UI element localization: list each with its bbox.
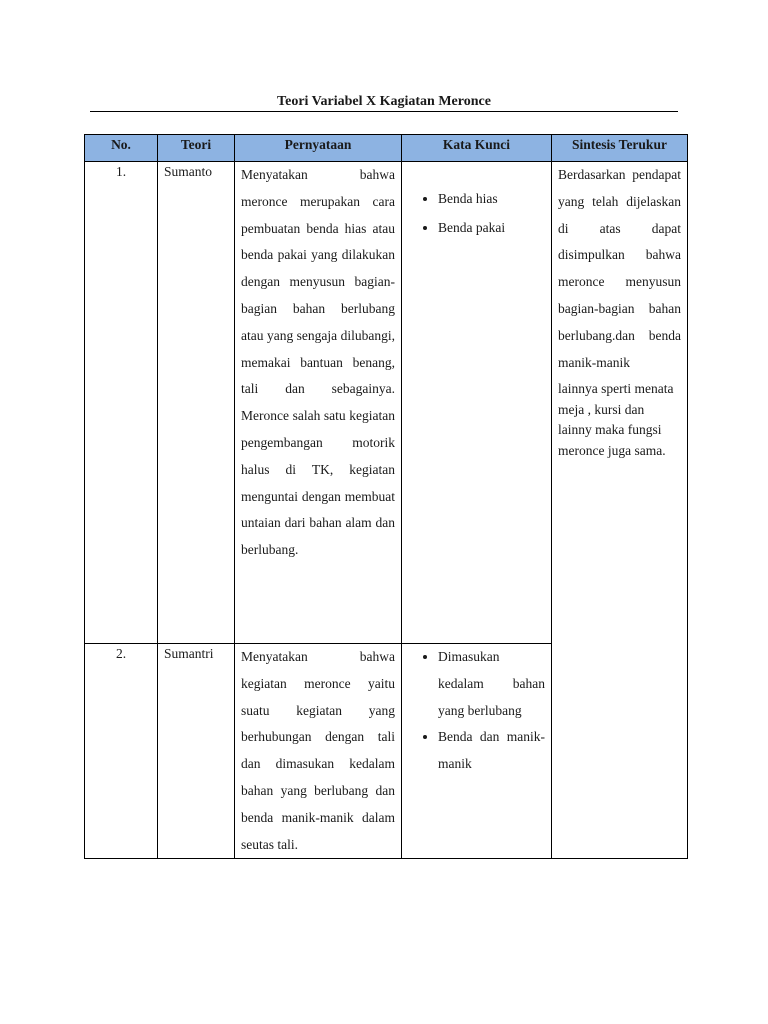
- header-sintesis: Sintesis Terukur: [552, 135, 688, 162]
- keyword-item: • Benda hias: [438, 184, 545, 213]
- row-number: 1.: [85, 162, 158, 644]
- keyword-list: [408, 184, 545, 242]
- keyword-list: [408, 644, 545, 778]
- row-statement: Menyatakan bahwa kegiatan meronce yaitu suatu kegiatan yang berhubungan dengan tali dan dimasukan kedalam bahan yang berlubang dan benda manik-manik dalam seutas tali.: [235, 644, 402, 859]
- keyword-item: • Dimasukan kedalam bahan yang berlubang: [438, 644, 545, 724]
- row-theorist: Sumantri: [158, 644, 235, 859]
- synthesis-cell: [552, 162, 688, 859]
- row-statement: Menyatakan bahwa meronce merupakan cara pembuatan benda hias atau benda pakai yang dilakukan dengan menyusun bagian-bagian bahan berlubang atau yang sengaja dilubangi, memakai bantuan benang, tali dan sebagainya. Meronce salah satu kegiatan pengembangan motorik halus di TK, kegiatan menguntai dengan membuat untaian dari bahan alam dan berlubang.: [235, 162, 402, 644]
- table-header-row: [85, 135, 688, 162]
- keyword-item: • Benda pakai: [438, 213, 545, 242]
- page-title: Teori Variabel X Kagiatan Meronce: [277, 94, 491, 109]
- title-underline: [90, 111, 678, 112]
- keyword-item: [438, 724, 545, 778]
- theory-table: [84, 134, 688, 859]
- header-kata-kunci: Kata Kunci: [402, 135, 552, 162]
- header-no: No.: [85, 135, 158, 162]
- header-pernyataan: Pernyataan: [235, 135, 402, 162]
- header-teori: Teori: [158, 135, 235, 162]
- keyword-item-text: • Benda dan manik-manik: [438, 729, 545, 772]
- row-keywords: [402, 162, 552, 644]
- row-keywords: [402, 644, 552, 859]
- row-number: 2.: [85, 644, 158, 859]
- synthesis-text-part2: lainnya sperti menata meja , kursi dan lainny maka fungsi meronce juga sama.: [558, 381, 674, 458]
- row-theorist: Sumanto: [158, 162, 235, 644]
- synthesis-text-part1: Berdasarkan pendapat yang telah dijelaskan di atas dapat disimpulkan bahwa meronce menyusun bagian-bagian bahan berlubang.dan benda manik-manik: [558, 167, 681, 370]
- table-row: [85, 162, 688, 644]
